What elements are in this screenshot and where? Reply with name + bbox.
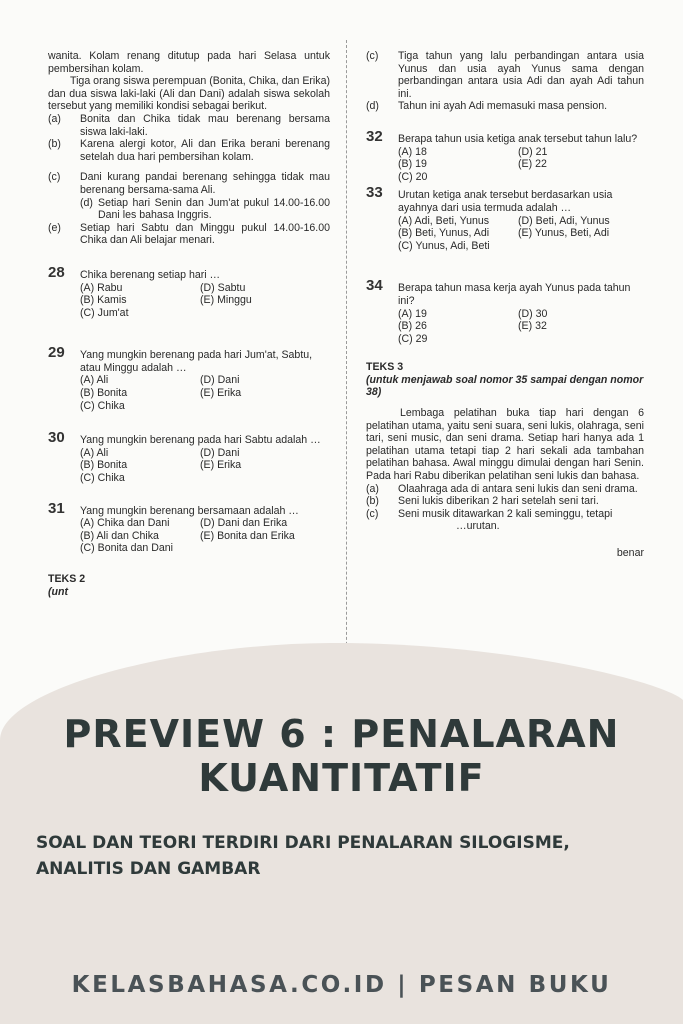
condition-item: (c) Seni musik ditawarkan 2 kali seminggu, tetapi (366, 507, 613, 520)
condition-item: (e) Setiap hari Sabtu dan Minggu pukul 14.00-16.00 Chika dan Ali belajar menari. (48, 221, 330, 247)
text-heading: TEKS 3 (366, 361, 404, 374)
intro-paragraph: Tiga orang siswa perempuan (Bonita, Chika, dan Erika) dan dua siswa laki-laki (Ali dan Dani) adalah siswa sekolah tersebut yang memiliki kondisi sebagai berikut. (48, 75, 330, 113)
intro-paragraph: wanita. Kolam renang ditutup pada hari Selasa untuk pembersihan kolam. (48, 50, 330, 75)
answer-options: (A) Chika dan Dani (D) Dani dan Erika (B) Ali dan Chika (E) Bonita dan Erika (C) Bonita dan Dani (80, 517, 295, 555)
text-paragraph: Lembaga pelatihan buka tiap hari dengan 6 pelatihan utama, yaitu seni suara, seni lukis, olahraga, seni tari, seni music, dan seni drama. Setiap hari hanya ada 1 pelatihan utama tetapi tiap 2 hari sekali ada tambahan pelatihan bahasa. Awal minggu dimulai dengan hari Senin. Pada hari Rabu diberikan pelatihan seni lukis dan bahasa. (366, 407, 644, 483)
question-33: 33 Urutan ketiga anak tersebut berdasarkan usia ayahnya dari usia termuda adalah … (366, 184, 613, 214)
question-29: 29 Yang mungkin berenang pada hari Jum'at, Sabtu, atau Minggu adalah … (48, 344, 313, 374)
condition-item: (c) Tiga tahun yang lalu perbandingan antara usia Yunus dan usia ayah Yunus sama dengan perbandingan antara usia Adi dan ayah Adi tahun ini. (366, 50, 644, 100)
question-30: 30 Yang mungkin berenang pada hari Sabtu adalah … (48, 429, 321, 447)
cut-off-line: benar (616, 547, 644, 559)
question-number-badge: 28 (48, 263, 65, 281)
footer-link[interactable]: KELASBAHASA.CO.ID | PESAN BUKU (71, 972, 612, 998)
condition-item: (b) Seni lukis diberikan 2 hari setelah seni tari. (366, 495, 599, 508)
answer-options: (A) 18 (D) 21 (B) 19 (E) 22 (C) 20 (398, 145, 548, 183)
condition-item: (b) Karena alergi kotor, Ali dan Erika berani berenang setelah dua hari pembersihan kolam. (48, 138, 330, 163)
condition-item: (d) Setiap hari Senin dan Jum'at pukul 14.00-16.00 Dani les bahasa Inggris. (80, 196, 330, 222)
question-31: 31 Yang mungkin berenang bersamaan adalah … (48, 499, 299, 517)
answer-options: (A) Ali (D) Dani (B) Bonita (E) Erika (C) Chika (80, 446, 242, 485)
cut-off-line: …urutan. (456, 520, 500, 533)
question-number-badge: 32 (366, 127, 383, 145)
answer-options: (A) Ali (D) Dani (B) Bonita (E) Erika (C) Chika (80, 374, 242, 412)
condition-item: (a) Bonita dan Chika tidak mau berenang bersama siswa laki-laki. (48, 112, 330, 138)
question-number-badge: 30 (48, 429, 65, 447)
question-32: 32 Berapa tahun usia ketiga anak tersebut tahun lalu? (366, 127, 638, 145)
question-number-badge: 34 (366, 277, 383, 295)
answer-options: (A) 19 (D) 30 (B) 26 (E) 32 (C) 29 (398, 307, 548, 345)
condition-item: (c) Dani kurang pandai berenang sehingga tidak mau berenang bersama-sama Ali. (48, 171, 330, 196)
preview-subtitle: SOAL DAN TEORI TERDIRI DARI PENALARAN SILOGISME, ANALITIS DAN GAMBAR (36, 833, 570, 879)
answer-options: (A) Adi, Beti, Yunus (D) Beti, Adi, Yunus (B) Beti, Yunus, Adi (E) Yunus, Beti, Adi (C) Yunus, Adi, Beti (398, 214, 610, 252)
question-28: 28 Chika berenang setiap hari … (48, 263, 221, 281)
question-34: 34 Berapa tahun masa kerja ayah Yunus pada tahun ini? (366, 277, 631, 307)
answer-options: (A) Rabu (D) Sabtu (B) Kamis (E) Minggu (C) Jum'at (80, 281, 252, 319)
question-number-badge: 31 (48, 499, 65, 517)
text-heading-sub: (unt (48, 585, 68, 598)
question-number-badge: 29 (48, 344, 65, 362)
question-number-badge: 33 (366, 184, 383, 202)
text-heading: TEKS 2 (48, 573, 86, 585)
condition-item: (a) Olaahraga ada di antara seni lukis dan seni drama. (366, 482, 638, 495)
condition-item: (d) Tahun ini ayah Adi memasuki masa pension. (366, 100, 608, 113)
text-heading-sub: (untuk menjawab soal nomor 35 sampai dengan nomor 38) (366, 373, 644, 399)
preview-title: PREVIEW 6 : PENALARAN KUANTITATIF (63, 712, 620, 800)
